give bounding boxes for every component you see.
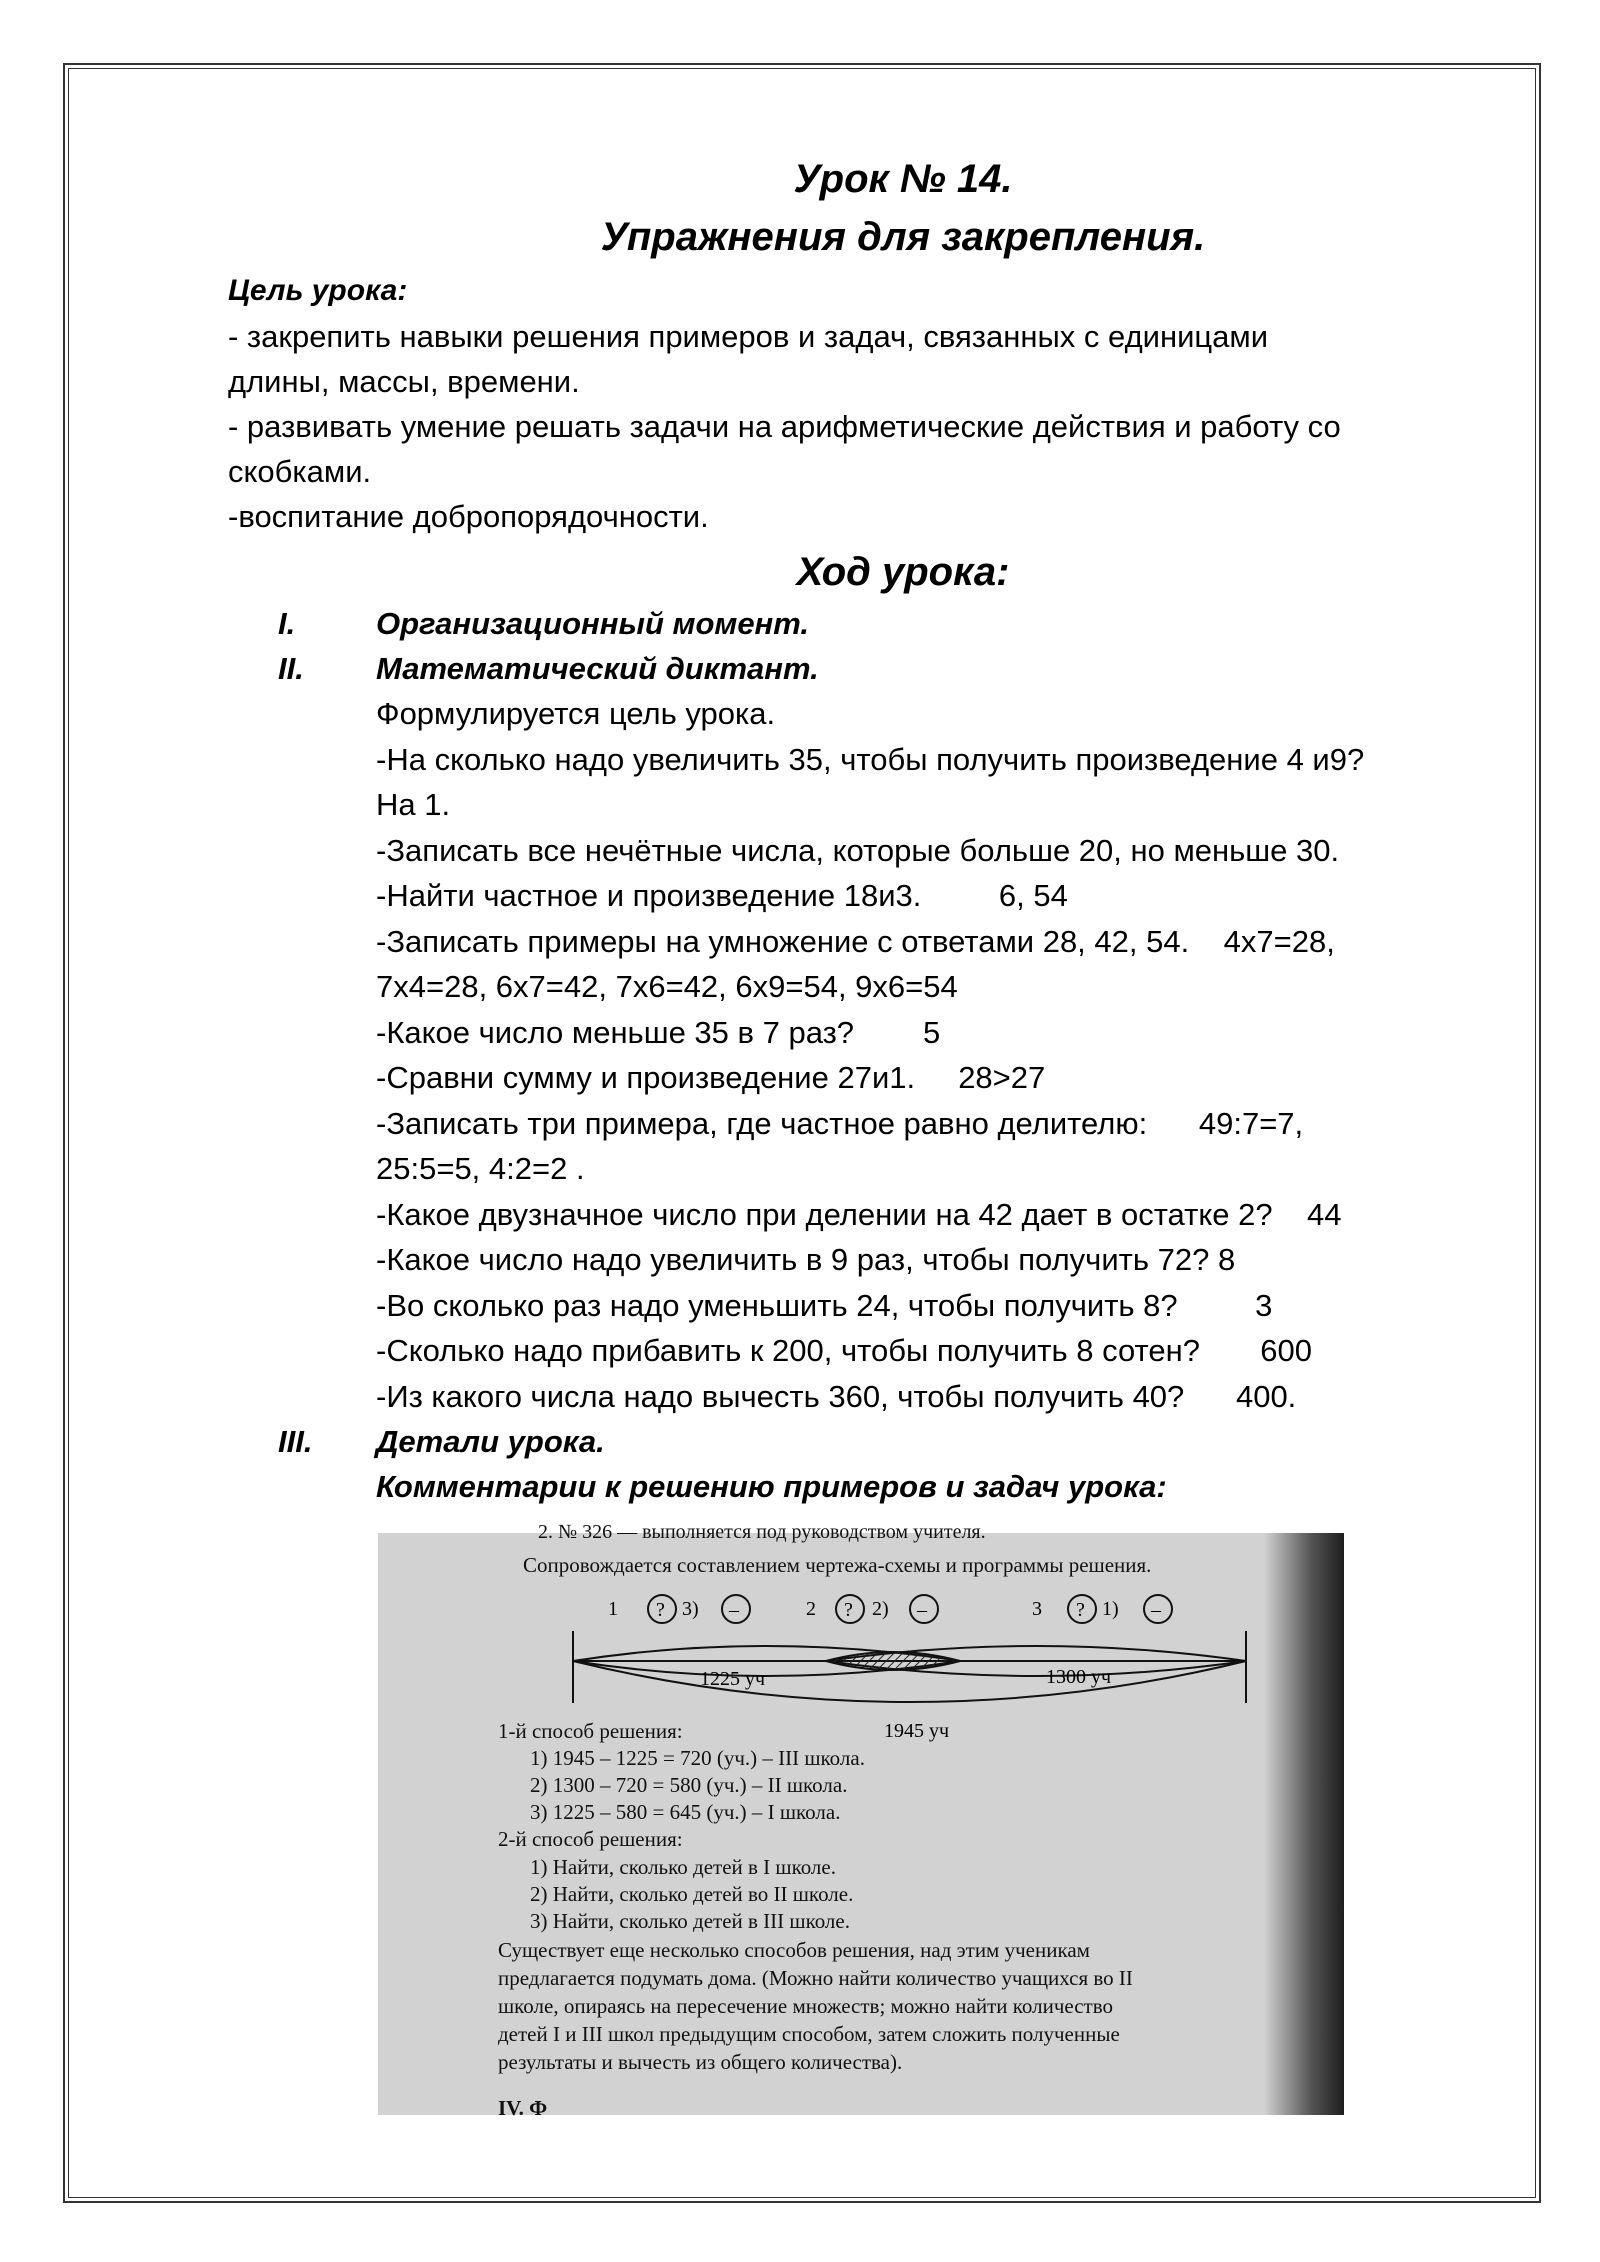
section-subtitle: Комментарии к решению примеров и задач урока: <box>376 1469 1167 1504</box>
dictation-line: -Сравни сумму и произведение 27и1. 28>27 <box>376 1060 1046 1095</box>
section-1 <box>228 601 1488 646</box>
scan-cut-bottom-line: IV. Ф <box>498 2096 548 2120</box>
goal-list <box>228 314 1488 539</box>
goal-line: - закрепить навыки решения примеров и задач, связанных с единицами <box>228 319 1269 354</box>
section-title: Организационный момент. <box>376 606 810 641</box>
scan-binding-shadow <box>1264 1533 1344 2115</box>
diagram-minus: – <box>917 1599 927 1621</box>
diagram-overlap <box>826 1652 960 1670</box>
method2-heading: 2-й способ решения: <box>498 1827 683 1851</box>
scan-paragraph-line: Существует еще несколько способов решения, над этим ученикам <box>498 1938 1090 1962</box>
lesson-title: Урок № 14. <box>793 157 1013 201</box>
diagram-order: 3) <box>682 1598 699 1620</box>
diagram-group-num: 2 <box>806 1598 816 1620</box>
diagram-label-right: 1300 уч <box>1046 1666 1112 1688</box>
scan-paragraph-line: результаты и вычесть из общего количества). <box>498 2050 903 2074</box>
dictation-line: -Найти частное и произведение 18и3. 6, 54 <box>376 878 1068 913</box>
course-heading: Ход урока: <box>796 550 1010 594</box>
dictation-line: -Из какого числа надо вычесть 360, чтобы получить 40? 400. <box>376 1378 1297 1414</box>
diagram-order: 2) <box>872 1598 889 1620</box>
scanned-textbook-image <box>378 1521 1344 2120</box>
goal-heading: Цель урока: <box>228 274 408 307</box>
dictation-line: -Записать три примера, где частное равно делителю: 49:7=7, <box>376 1105 1304 1141</box>
section-number: I. <box>278 606 296 641</box>
diagram-q: ? <box>1076 1599 1085 1621</box>
dictation-line: -Какое число меньше 35 в 7 раз? 5 <box>376 1014 941 1050</box>
dictation-line: Формулируется цель урока. <box>376 696 776 731</box>
method1-step: 2) 1300 – 720 = 580 (уч.) – II школа. <box>530 1773 848 1797</box>
diagram-minus: – <box>729 1599 739 1621</box>
dictation-line: На 1. <box>376 787 451 822</box>
method1-step: 3) 1225 – 580 = 645 (уч.) – I школа. <box>530 1800 841 1824</box>
diagram-group-num: 3 <box>1032 1598 1042 1620</box>
scan-paragraph-line: детей I и III школ предыдущим способом, затем сложить полученные <box>498 2022 1120 2046</box>
section-number: III. <box>278 1424 313 1459</box>
method1-heading: 1-й способ решения: <box>498 1719 683 1743</box>
method1-step: 1) 1945 – 1225 = 720 (уч.) – III школа. <box>530 1746 865 1770</box>
goal-line: длины, массы, времени. <box>228 364 580 399</box>
scan-paragraph-line: школе, опираясь на пересечение множеств; можно найти количество <box>498 1994 1114 2018</box>
document-page <box>228 150 1488 1509</box>
goal-line: -воспитание добропорядочности. <box>228 499 709 534</box>
scan-intro-line: Сопровождается составлением чертежа-схемы и программы решения. <box>523 1553 1152 1577</box>
dictation-line: -Записать примеры на умножение с ответами 28, 42, 54. 4х7=28, <box>376 923 1335 959</box>
dictation-line: -Какое двузначное число при делении на 42 дает в остатке 2? 44 <box>376 1196 1342 1232</box>
diagram-label-left: 1225 уч <box>700 1668 766 1690</box>
goal-line: скобками. <box>228 454 372 489</box>
scan-paragraph-line: предлагается подумать дома. (Можно найти количество учащихся во II <box>498 1966 1133 1990</box>
section-number: II. <box>278 651 304 686</box>
diagram-group-num: 1 <box>608 1598 618 1620</box>
dictation-line: -Записать все нечётные числа, которые больше 20, но меньше 30. <box>376 832 1340 868</box>
lesson-subtitle: Упражнения для закрепления. <box>600 215 1206 259</box>
scan-cut-top-line: 2. № 326 — выполняется под руководством учителя. <box>538 1521 986 1543</box>
diagram-q: ? <box>656 1599 665 1621</box>
goal-line: - развивать умение решать задачи на арифметические действия и работу со <box>228 409 1341 444</box>
dictation-line: 25:5=5, 4:2=2 . <box>376 1151 585 1186</box>
dictation-line: -Сколько надо прибавить к 200, чтобы получить 8 сотен? 600 <box>376 1333 1312 1368</box>
diagram-order: 1) <box>1102 1598 1119 1620</box>
dictation-line: -Какое число надо увеличить в 9 раз, чтобы получить 72? 8 <box>376 1242 1236 1277</box>
diagram-minus: – <box>1151 1599 1161 1621</box>
section-2 <box>228 646 1488 1419</box>
dictation-line: -На сколько надо увеличить 35, чтобы получить произведение 4 и9? <box>376 741 1365 777</box>
section-title: Детали урока. <box>376 1424 605 1459</box>
method2-step: 2) Найти, сколько детей во II школе. <box>530 1882 854 1906</box>
section-3 <box>228 1419 1488 1509</box>
dictation-line: 7х4=28, 6х7=42, 7х6=42, 6х9=54, 9х6=54 <box>376 969 958 1004</box>
method2-step: 1) Найти, сколько детей в I школе. <box>530 1855 836 1879</box>
dictation-line: -Во сколько раз надо уменьшить 24, чтобы получить 8? 3 <box>376 1287 1273 1323</box>
diagram-label-total: 1945 уч <box>884 1720 950 1742</box>
diagram-q: ? <box>844 1599 853 1621</box>
method2-step: 3) Найти, сколько детей в III школе. <box>530 1909 850 1933</box>
section-title: Математический диктант. <box>376 651 819 686</box>
